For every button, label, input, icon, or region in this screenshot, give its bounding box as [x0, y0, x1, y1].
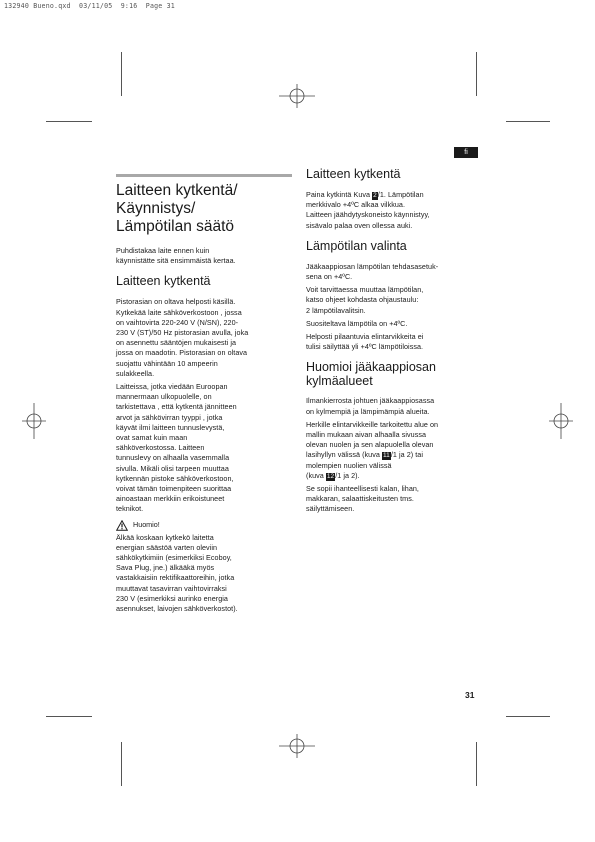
perishable-paragraph: Helposti pilaantuvia elintarvikkeita ei tulisi säilyttää yli +4ºC lämpötiloissa.: [306, 332, 424, 352]
registration-mark-right: [549, 403, 573, 439]
factory-setting-paragraph: Jääkaappiosan lämpötilan tehdasasetuk- sena on +4ºC.: [306, 261, 439, 282]
switch-on-paragraph: [306, 190, 482, 231]
text-run: /1 ja 2) tai molempien nuolien välissä (kuva: [306, 450, 423, 480]
page-number: 31: [465, 690, 475, 700]
registration-mark-left: [22, 403, 46, 439]
trim-mark: [121, 52, 122, 96]
text-run: /1. Lämpötilan merkkivalo +4ºC alkaa vilkkua. Laitteen jäähdytyskoneisto käynnistyy, sisävalo palaa oven ollessa auki.: [306, 190, 430, 230]
trim-mark: [46, 121, 92, 122]
text-run: Paina kytkintä Kuva: [306, 190, 373, 199]
left-column: [116, 174, 292, 617]
intro-text: Puhdistakaa laite ennen kuin käynnistätte sitä ensimmäistä kertaa.: [116, 246, 236, 266]
trim-mark: [506, 121, 550, 122]
print-slug: 132940 Bueno.qxd 03/11/05 9:16 Page 31: [4, 2, 175, 10]
section-heading-connection: Laitteen kytkentä: [116, 274, 211, 289]
figure-ref-badge: 11: [382, 452, 390, 460]
text-run: Herkille elintarvikkeille tarkoitettu alue on mallin mukaan aivan alhaalla sivussa olevan nuolen ja sen alapuolella olevan lasihyllyn välissä (kuva: [306, 419, 439, 460]
page-title: Laitteen kytkentä/ Käynnistys/ Lämpötilan säätö: [116, 174, 292, 236]
figure-ref-badge: 12: [326, 472, 335, 480]
warning-heading: [116, 520, 292, 531]
warning-text: Älkää koskaan kytkekö laitetta energian säästöä varten oleviin sähkökytkimiin (esimerkiksi Ecoboy, Sava Plug, jne.) älkääkä myös vastakkaisiin rektifikaattoreihin, jotka muuttavat tasavirran vaihtovirraksi 230 V (esimerkiksi aurinko energia asennukset, laivojen sähköverkostot).: [116, 532, 238, 614]
sensitive-foods-paragraph: [306, 420, 482, 481]
warning-label: Huomio!: [133, 520, 160, 530]
registration-mark-bottom: [279, 734, 315, 758]
trim-mark: [46, 716, 92, 717]
trim-mark: [121, 742, 122, 786]
trim-mark: [476, 52, 477, 96]
right-column: [306, 167, 482, 518]
section-heading-temperature: Lämpötilan valinta: [306, 238, 407, 253]
section-heading-switch-on: Laitteen kytkentä: [306, 167, 401, 181]
change-temp-paragraph: Voit tarvittaessa muuttaa lämpötilan, katso ohjeet kohdasta ohjaustaulu: 2 lämpötilavalitsin.: [306, 285, 424, 315]
recommended-temp-paragraph: Suositeltava lämpötila on +4ºC.: [306, 318, 408, 328]
section-heading-cold-zones: Huomioi jääkaappiosan kylmäalueet: [306, 360, 436, 389]
ideal-storage-paragraph: Se sopii ihanteellisesti kalan, lihan, makkaran, salaattiskeitusten tms. säilyttämiseen.: [306, 484, 419, 514]
trim-mark: [506, 716, 550, 717]
connection-paragraph: Pistorasian on oltava helposti käsillä. Kytkekää laite sähköverkostoon , jossa on vaihtovirta 220-240 V (N/SN), 220- 230 V (ST)/50 Hz pistorasian avulla, joka on asennettu sääntöjen mukaisesti ja jossa on maadotin. Pistorasian on oltava suojattu vähintään 10 ampeerin sulakkeella.: [116, 297, 249, 378]
export-paragraph: Laitteissa, jotka viedään Euroopan mannermaan ulkopuolelle, on tarkistettava , että kytkentä jännitteen arvot ja sähkövirran tyyppi , jotka käyvät ilmi laitteen tunnuslevystä, ovat samat kuin maan sähköverkostossa. Laitteen tunnuslevy on alhaalla vasemmalla sivulla. Mikäli olisi tarpeen muuttaa kytkennän pistoke sähköverkostoon, voivat tämän toimenpiteen suorittaa ainoastaan merkkiin erikoistuneet teknikot.: [116, 382, 237, 514]
air-circulation-paragraph: Ilmankierrosta johtuen jääkaappiosassa on kylmempiä ja lämpimämpiä alueita.: [306, 396, 435, 416]
text-run: /1 ja 2).: [335, 470, 360, 480]
warning-triangle-icon: [116, 520, 128, 531]
figure-ref-badge: 2: [373, 192, 377, 199]
language-tab: fi: [454, 147, 478, 158]
trim-mark: [476, 742, 477, 786]
registration-mark-top: [279, 84, 315, 108]
